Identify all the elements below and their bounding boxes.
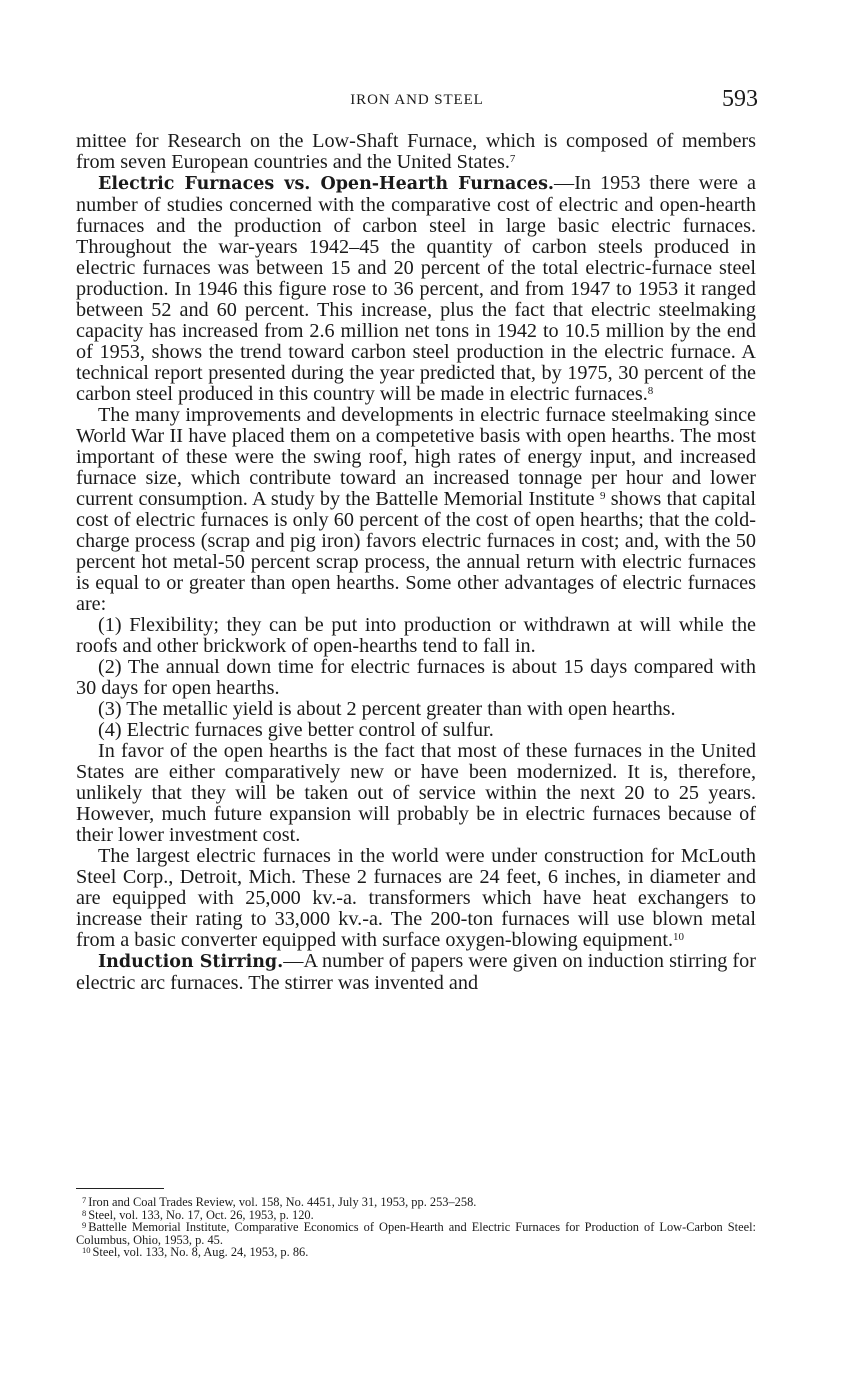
paragraph-continuation [76,131,756,173]
footnote-ref: 7 [509,153,516,165]
footnote-text: Steel, vol. 133, No. 17, Oct. 26, 1953, p. 120. [88,1207,314,1222]
footnotes [76,1196,756,1259]
list-item: (4) Electric furnaces give better control of sulfur. [98,719,494,741]
paragraph-largest-furnaces [76,846,756,951]
list-item: (3) The metallic yield is about 2 percent greater than with open hearths. [98,698,676,720]
footnote [76,1246,756,1259]
paragraph-text: —A number of papers were given on induction stirring for electric arc furnaces. The stirrer was invented and [76,950,756,994]
paragraph-electric-vs-open-hearth [76,173,756,405]
running-title: IRON AND STEEL [350,92,484,108]
paragraph-improvements [76,405,756,615]
paragraph-text: The largest electric furnaces in the world were under construction for McLouth Steel Corp., Detroit, Mich. These 2 furnaces are 24 feet, 6 inches, in diameter and are equipped with 25,000 kv.-a. transformers which have heat exchangers to increase their rating to 33,000 kv.-a. The 200-ton furnaces will use blown metal from a basic converter equipped with surface oxygen-blowing equipment. [76,845,756,951]
list-item: (1) Flexibility; they can be put into production or withdrawn at will while the roofs and other brickwork of open-hearths tend to fall in. [76,614,756,657]
footnote-number: 8 [82,1207,87,1218]
paragraph-text: shows that capital cost of electric furnaces is only 60 percent of the cost of open hearths; that the cold-charge process (scrap and pig iron) favors electric furnaces in cost; and, with the 50 percent hot metal-50 percent scrap process, the annual return with electric furnaces is equal to or greater than open hearths. Some other advantages of electric furnaces are: [76,488,756,615]
paragraph-text: mittee for Research on the Low-Shaft Furnace, which is composed of members from seven European countries and the United States. [76,130,756,173]
footnote [76,1221,756,1246]
footnote-text: Battelle Memorial Institute, Comparative Economics of Open-Hearth and Electric Furnaces for Production of Low-Carbon Steel: Columbus, Ohio, 1953, p. 45. [76,1220,756,1247]
footnote-text: Iron and Coal Trades Review, vol. 158, No. 4451, July 31, 1953, pp. 253–258. [88,1195,477,1209]
footnote-number: 9 [82,1220,87,1230]
running-head [76,86,758,116]
footnote-number: 10 [82,1245,91,1255]
footnote-divider [76,1188,164,1189]
list-item: (2) The annual down time for electric furnaces is about 15 days compared with 30 days for open hearths. [76,656,756,699]
footnote-ref: 8 [647,385,654,397]
paragraph-induction-stirring [76,951,756,994]
paragraph-open-hearth-favor: In favor of the open hearths is the fact that most of these furnaces in the United States are either comparatively new or have been modernized. It is, therefore, unlikely that they will be taken out of service within the next 20 to 25 years. However, much future expansion will probably be in electric furnaces because of their lower investment cost. [76,740,756,846]
footnote-ref: 9 [599,490,606,502]
section-heading: Induction Stirring. [98,952,284,972]
paragraph-text: —In 1953 there were a number of studies concerned with the comparative cost of electric and open-hearth furnaces and the production of carbon steel in large basic electric furnaces. Throughout the war-years 1942–45 the quantity of carbon steels produced in electric furnaces was between 15 and 20 percent of the total electric-furnace steel production. In 1946 this figure rose to 36 percent, and from 1947 to 1953 it ranged between 52 and 60 percent. This increase, plus the fact that electric steelmaking capacity has increased from 2.6 million net tons in 1942 to 10.5 million by the end of 1953, shows the trend toward carbon steel production in the electric furnace. A technical report presented during the year predicted that, by 1975, 30 percent of the carbon steel produced in this country will be made in electric furnaces. [76,172,756,405]
footnote-text: Steel, vol. 133, No. 8, Aug. 24, 1953, p. 86. [92,1245,309,1259]
paragraph-text: The many improvements and developments in electric furnace steelmaking since World War II have placed them on a competetive basis with open hearths. The most important of these were the swing roof, high rates of energy input, and increased furnace size, which contribute toward an increased tonnage per hour and lower current consumption. A study by the Battelle Memorial Institute [76,404,756,510]
footnote-number: 7 [82,1195,87,1205]
page-number: 593 [722,86,758,112]
footnote-ref: 10 [673,931,685,943]
body-text [76,131,756,994]
section-heading: Electric Furnaces vs. Open-Hearth Furnaces. [98,174,555,194]
